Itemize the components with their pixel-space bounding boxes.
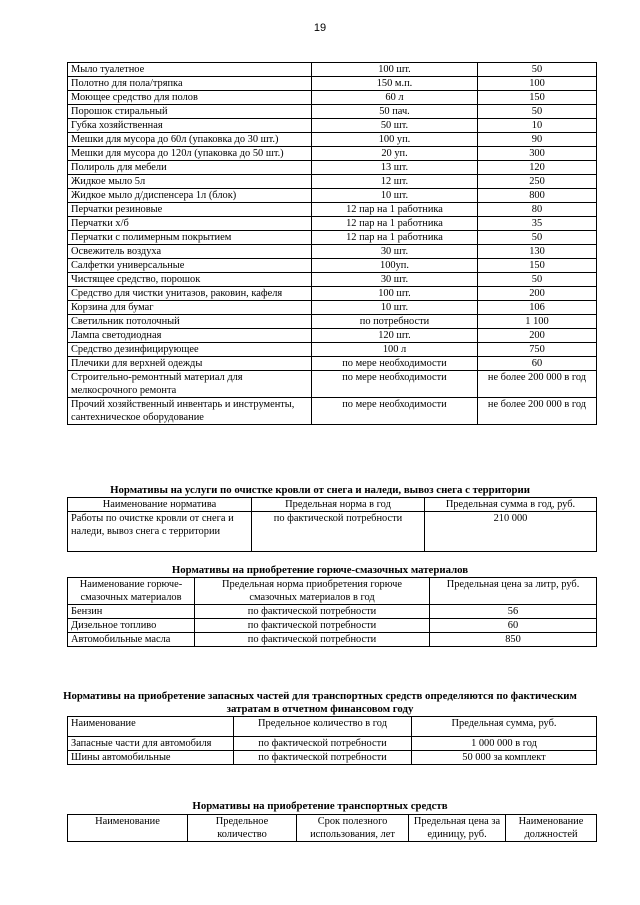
table-row: [68, 77, 597, 91]
item-qty: 12 пар на 1 работника: [312, 231, 478, 245]
item-qty: 100 уп.: [312, 133, 478, 147]
item-price: 130: [478, 245, 597, 259]
item-qty: 10 шт.: [312, 189, 478, 203]
item-price: 750: [478, 343, 597, 357]
item-price: 100: [478, 77, 597, 91]
table-cell: по фактической потребности: [234, 751, 412, 765]
table-header: Предельная сумма в год, руб.: [425, 498, 597, 512]
table-row: [68, 189, 597, 203]
item-qty: 30 шт.: [312, 245, 478, 259]
table-cell: 60: [430, 619, 597, 633]
item-name: Корзина для бумаг: [68, 301, 312, 315]
table-header: Предельное количество: [188, 815, 297, 842]
page-number: 19: [313, 22, 327, 34]
item-name: Перчатки х/б: [68, 217, 312, 231]
item-qty: 30 шт.: [312, 273, 478, 287]
item-qty: по мере необходимости: [312, 398, 478, 425]
table-cell: по фактической потребности: [234, 737, 412, 751]
item-name: Светильник потолочный: [68, 315, 312, 329]
item-name: Средство для чистки унитазов, раковин, кафеля: [68, 287, 312, 301]
table-header: Предельное количество в год: [234, 717, 412, 737]
item-name: Порошок стиральный: [68, 105, 312, 119]
item-qty: 10 шт.: [312, 301, 478, 315]
item-price: 90: [478, 133, 597, 147]
item-name: Салфетки универсальные: [68, 259, 312, 273]
item-price: 50: [478, 231, 597, 245]
table-cell: 850: [430, 633, 597, 647]
table-cell: Дизельное топливо: [68, 619, 195, 633]
item-price: 50: [478, 63, 597, 77]
item-price: 35: [478, 217, 597, 231]
item-name: Полотно для пола/тряпка: [68, 77, 312, 91]
item-price: 800: [478, 189, 597, 203]
item-qty: 13 шт.: [312, 161, 478, 175]
item-price: 1 100: [478, 315, 597, 329]
item-qty: 12 пар на 1 работника: [312, 203, 478, 217]
table-cell: Работы по очистке кровли от снега и наледи, вывоз снега с территории: [68, 512, 252, 552]
item-name: Строительно-ремонтный материал для мелкосрочного ремонта: [68, 371, 312, 398]
item-price: 250: [478, 175, 597, 189]
item-price: 50: [478, 105, 597, 119]
table-header: Наименование: [68, 815, 188, 842]
table-header: Наименование: [68, 717, 234, 737]
table-header: Предельная норма приобретения горюче смазочных материалов в год: [195, 578, 430, 605]
table-cell: Бензин: [68, 605, 195, 619]
item-qty: 12 шт.: [312, 175, 478, 189]
table-row: [68, 217, 597, 231]
table-header: Наименование должностей: [506, 815, 597, 842]
item-price: 106: [478, 301, 597, 315]
item-qty: по мере необходимости: [312, 357, 478, 371]
item-price: не более 200 000 в год: [478, 398, 597, 425]
item-name: Полироль для мебели: [68, 161, 312, 175]
item-price: 150: [478, 259, 597, 273]
vehicles-section-title: Нормативы на приобретение транспортных средств: [192, 800, 448, 812]
table-row: [68, 161, 597, 175]
table-header: Предельная норма в год: [252, 498, 425, 512]
table-header: Предельная цена за единицу, руб.: [409, 815, 506, 842]
table-header: Срок полезного использования, лет: [297, 815, 409, 842]
item-qty: 50 пач.: [312, 105, 478, 119]
table-row: [68, 357, 597, 371]
table-row: [68, 91, 597, 105]
item-name: Мыло туалетное: [68, 63, 312, 77]
item-qty: 50 шт.: [312, 119, 478, 133]
item-price: 80: [478, 203, 597, 217]
item-name: Чистящее средство, порошок: [68, 273, 312, 287]
table-row: [68, 301, 597, 315]
item-qty: 120 шт.: [312, 329, 478, 343]
parts-section-title: Нормативы на приобретение запасных частей для транспортных средств определяются по фактическим затратам в отчетном финансовом году: [63, 690, 577, 715]
table-row: [68, 245, 597, 259]
table-cell: по фактической потребности: [195, 605, 430, 619]
snow-section-title: Нормативы на услуги по очистке кровли от снега и наледи, вывоз снега с территории: [110, 484, 530, 496]
item-name: Плечики для верхней одежды: [68, 357, 312, 371]
item-name: Прочий хозяйственный инвентарь и инструменты, сантехническое оборудование: [68, 398, 312, 425]
table-row: [68, 231, 597, 245]
item-name: Лампа светодиодная: [68, 329, 312, 343]
item-name: Перчатки с полимерным покрытием: [68, 231, 312, 245]
table-cell: по фактической потребности: [195, 619, 430, 633]
table-header: Предельная цена за литр, руб.: [430, 578, 597, 605]
table-row: [68, 287, 597, 301]
item-qty: 20 уп.: [312, 147, 478, 161]
item-name: Мешки для мусора до 120л (упаковка до 50 шт.): [68, 147, 312, 161]
item-name: Моющее средство для полов: [68, 91, 312, 105]
table-row: [68, 259, 597, 273]
item-qty: 100 шт.: [312, 287, 478, 301]
vehicles-table: [67, 814, 597, 842]
snow-table: [67, 497, 597, 552]
table-row: [68, 203, 597, 217]
item-name: Средство дезинфицирующее: [68, 343, 312, 357]
item-price: 300: [478, 147, 597, 161]
item-qty: 100 шт.: [312, 63, 478, 77]
fuel-section-title: Нормативы на приобретение горюче-смазочных материалов: [171, 564, 469, 576]
table-row: [68, 63, 597, 77]
item-qty: 100уп.: [312, 259, 478, 273]
table-row: [68, 398, 597, 425]
supplies-table: [67, 62, 597, 425]
item-qty: 60 л: [312, 91, 478, 105]
item-qty: по мере необходимости: [312, 371, 478, 398]
table-row: [68, 175, 597, 189]
table-header: Наименование норматива: [68, 498, 252, 512]
table-cell: по фактической потребности: [252, 512, 425, 552]
table-row: [68, 133, 597, 147]
fuel-table: [67, 577, 597, 647]
table-row: [68, 147, 597, 161]
item-price: 60: [478, 357, 597, 371]
table-row: [68, 371, 597, 398]
item-name: Перчатки резиновые: [68, 203, 312, 217]
item-price: не более 200 000 в год: [478, 371, 597, 398]
table-row: [68, 343, 597, 357]
item-price: 200: [478, 287, 597, 301]
table-cell: 1 000 000 в год: [412, 737, 597, 751]
item-qty: 100 л: [312, 343, 478, 357]
item-price: 10: [478, 119, 597, 133]
item-qty: 150 м.п.: [312, 77, 478, 91]
table-cell: по фактической потребности: [195, 633, 430, 647]
parts-table: [67, 716, 597, 765]
item-price: 50: [478, 273, 597, 287]
table-header: Наименование горюче-смазочных материалов: [68, 578, 195, 605]
table-row: [68, 273, 597, 287]
item-qty: по потребности: [312, 315, 478, 329]
table-header: Предельная сумма, руб.: [412, 717, 597, 737]
item-name: Губка хозяйственная: [68, 119, 312, 133]
table-cell: 50 000 за комплект: [412, 751, 597, 765]
table-cell: Автомобильные масла: [68, 633, 195, 647]
item-name: Жидкое мыло д/диспенсера 1л (блок): [68, 189, 312, 203]
item-price: 120: [478, 161, 597, 175]
item-qty: 12 пар на 1 работника: [312, 217, 478, 231]
table-row: [68, 315, 597, 329]
item-name: Мешки для мусора до 60л (упаковка до 30 шт.): [68, 133, 312, 147]
table-row: [68, 119, 597, 133]
item-name: Освежитель воздуха: [68, 245, 312, 259]
item-price: 200: [478, 329, 597, 343]
table-cell: Шины автомобильные: [68, 751, 234, 765]
table-row: [68, 105, 597, 119]
table-cell: 56: [430, 605, 597, 619]
table-cell: 210 000: [425, 512, 597, 552]
table-row: [68, 329, 597, 343]
item-price: 150: [478, 91, 597, 105]
item-name: Жидкое мыло 5л: [68, 175, 312, 189]
table-cell: Запасные части для автомобиля: [68, 737, 234, 751]
